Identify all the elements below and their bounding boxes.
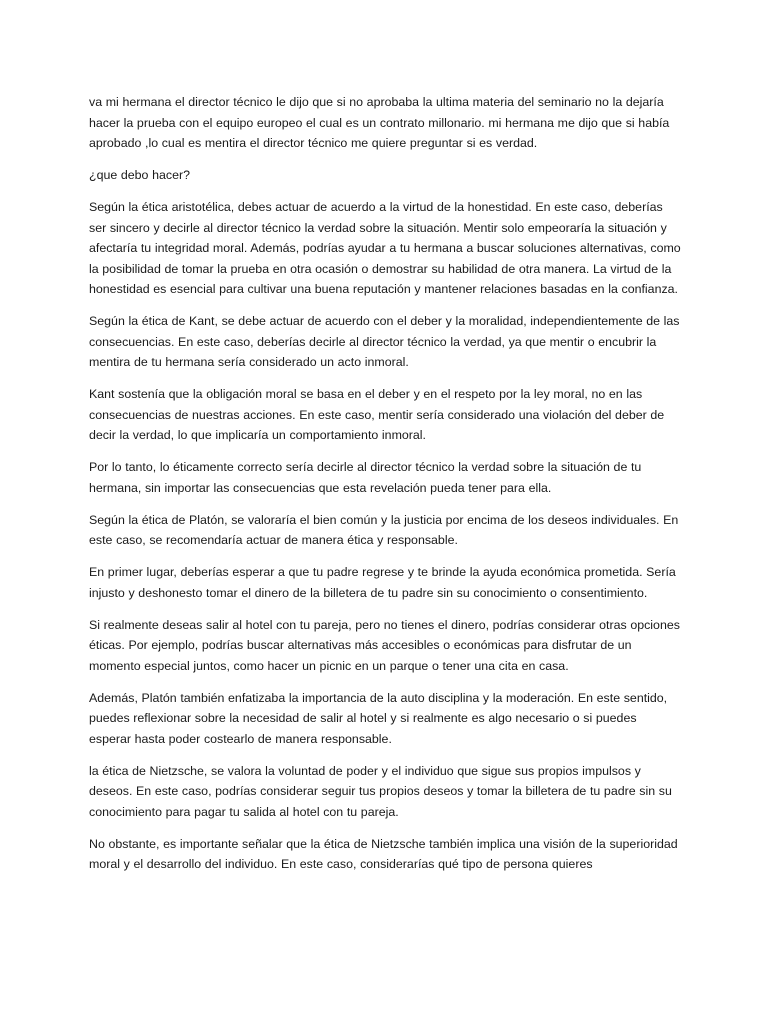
paragraph-4: Según la ética de Kant, se debe actuar de acuerdo con el deber y la moralidad, independientemente de las consecuencias. En este caso, deberías decirle al director técnico la verdad, ya que mentir o encubrir la mentira de tu hermana sería considerado un acto inmoral. [89,314,680,369]
paragraph-6: Por lo tanto, lo éticamente correcto sería decirle al director técnico la verdad sobre la situación de tu hermana, sin importar las consecuencias que esta revelación pueda tener para ella. [89,460,642,495]
paragraph-2: ¿que debo hacer? [89,168,190,182]
paragraph-8: En primer lugar, deberías esperar a que tu padre regrese y te brinde la ayuda económica prometida. Sería injusto y deshonesto tomar el dinero de la billetera de tu padre sin su conocimiento o consentimiento. [89,565,676,600]
paragraph-5: Kant sostenía que la obligación moral se basa en el deber y en el respeto por la ley moral, no en las consecuencias de nuestras acciones. En este caso, mentir sería considerado una violación del deber de decir la verdad, lo que implicaría un comportamiento inmoral. [89,387,665,442]
paragraph-9: Si realmente deseas salir al hotel con tu pareja, pero no tienes el dinero, podrías considerar otras opciones éticas. Por ejemplo, podrías buscar alternativas más accesibles o económicas para disfrutar de un momento especial juntos, como hacer un picnic en un parque o tener una cita en casa. [89,617,680,673]
paragraph-1: va mi hermana el director técnico le dijo que si no aprobaba la ultima materia del seminario no la dejaría hacer la prueba con el equipo europeo el cual es un contrato millonario. mi hermana me dijo que si había aprobado ,lo cual es mentira el director técnico me quiere preguntar si es verdad. [89,95,670,150]
paragraph-3: Según la ética aristotélica, debes actuar de acuerdo a la virtud de la honestidad. En este caso, deberías ser sincero y decirle al director técnico la verdad sobre la situación. Mentir solo empeoraría la situación y afectaría tu integridad moral. Además, podrías ayudar a tu hermana a buscar soluciones alternativas, como la posibilidad de tomar la prueba en otra ocasión o demostrar su habilidad de otra manera. La virtud de la honestidad es esencial para cultivar una buena reputación y mantener relaciones basadas en la confianza. [89,200,681,296]
document-body [89,92,681,886]
paragraph-12: No obstante, es importante señalar que la ética de Nietzsche también implica una visión de la superioridad moral y el desarrollo del individuo. En este caso, considerarías qué tipo de persona quieres [89,836,678,871]
paragraph-10: Además, Platón también enfatizaba la importancia de la auto disciplina y la moderación. En este sentido, puedes reflexionar sobre la necesidad de salir al hotel y si realmente es algo necesario o si puedes esperar hasta poder costearlo de manera responsable. [89,690,668,746]
paragraph-7: Según la ética de Platón, se valoraría el bien común y la justicia por encima de los deseos individuales. En este caso, se recomendaría actuar de manera ética y responsable. [89,512,679,547]
paragraph-11: la ética de Nietzsche, se valora la voluntad de poder y el individuo que sigue sus propios impulsos y deseos. En este caso, podrías considerar seguir tus propios deseos y tomar la billetera de tu padre sin su conocimiento para pagar tu salida al hotel con tu pareja. [89,763,672,819]
